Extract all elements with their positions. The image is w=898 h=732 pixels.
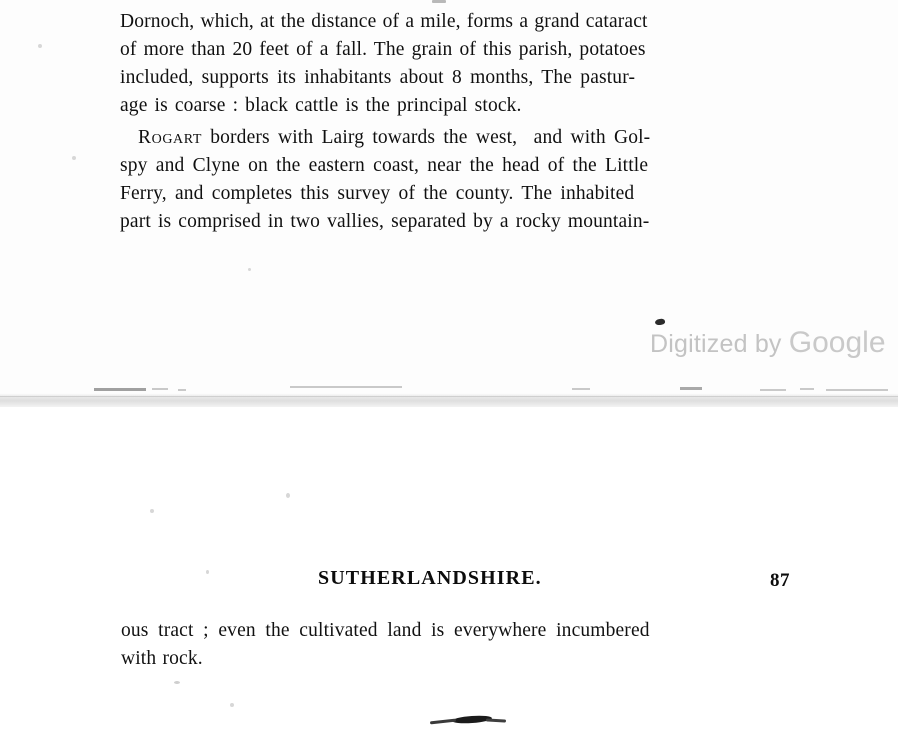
page-edge-artifact-icon <box>432 0 446 3</box>
scan-smudge-icon <box>94 388 146 391</box>
text-line: with rock. <box>121 648 203 669</box>
scan-smudge-icon <box>760 389 786 391</box>
scan-speck-icon <box>38 44 42 48</box>
running-head: SUTHERLANDSHIRE. <box>318 567 542 589</box>
page-bottom-ink-mark-icon <box>430 714 506 725</box>
scan-speck-icon <box>206 570 209 574</box>
scan-smudge-icon <box>572 388 590 390</box>
scan-speck-icon <box>72 156 76 160</box>
scan-speck-icon <box>150 509 154 513</box>
scan-seam-line <box>0 396 898 397</box>
scan-smudge-icon <box>680 387 702 390</box>
scan-speck-icon <box>174 681 180 684</box>
scan-speck-icon <box>286 493 290 498</box>
scan-speck-icon <box>230 703 234 707</box>
scan-page-lower <box>0 407 898 732</box>
paragraph-continuation <box>121 617 801 673</box>
text-line: part is comprised in two vallies, separated by a rocky mountain- <box>120 211 650 232</box>
watermark-prefix: Digitized by <box>650 330 782 358</box>
text-line: included, supports its inhabitants about 8 months, The pastur- <box>120 67 636 88</box>
watermark-brand: Google <box>788 326 886 359</box>
scan-smudge-icon <box>290 386 402 388</box>
smallcaps-place-name: Rogart <box>138 127 202 148</box>
scan-smudge-icon <box>800 388 814 390</box>
text-line: Ferry, and completes this survey of the county. The inhabited <box>120 183 635 204</box>
text-line: ous tract ; even the cultivated land is everywhere incumbered <box>121 620 650 641</box>
paragraph-dornoch <box>120 8 800 120</box>
scan-smudge-icon <box>152 388 168 390</box>
scan-smudge-icon <box>826 389 888 391</box>
text-line-remainder: borders with Lairg towards the west, and with Gol- <box>202 127 651 148</box>
text-line: Dornoch, which, at the distance of a mile, forms a grand cataract <box>120 11 648 32</box>
page-number: 87 <box>770 570 790 591</box>
scan-speck-icon <box>248 268 251 271</box>
text-line: age is coarse : black cattle is the principal stock. <box>120 95 522 116</box>
text-line: of more than 20 feet of a fall. The grain of this parish, potatoes <box>120 39 646 60</box>
ink-blob-artifact-icon <box>654 318 665 326</box>
digitized-by-google-watermark <box>650 326 886 360</box>
text-line: spy and Clyne on the eastern coast, near the head of the Little <box>120 155 649 176</box>
scan-smudge-icon <box>178 389 186 391</box>
text-line <box>120 124 800 152</box>
paragraph-rogart <box>120 124 800 236</box>
